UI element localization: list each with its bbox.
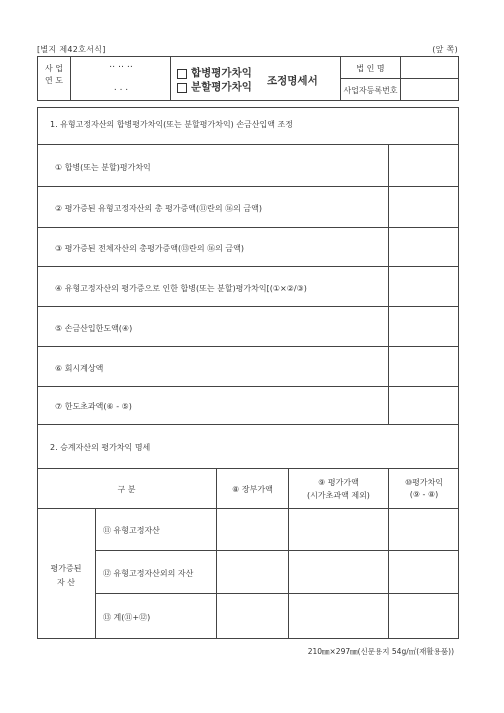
asset-row2-book-field[interactable] [217, 551, 287, 592]
form-number: [별지 제42호서식] [37, 45, 106, 54]
row5-label: ⑤ 손금산입한도액(④) [55, 324, 133, 333]
merger-option-label: 합병평가차익 [191, 67, 252, 79]
corporation-name-label: 법 인 명 [356, 64, 385, 73]
header-eval-value-note: (시가초과액 제외) [307, 491, 370, 500]
row2-label: ② 평가증된 유형고정자산의 총 평가증액(⑪란의 ⑯의 금액) [55, 204, 262, 213]
row3-label: ③ 평가증된 전체자산의 총평가증액(⑬란의 ⑯의 금액) [55, 244, 244, 253]
row1-label: ① 합병(또는 분할)평가차익 [55, 163, 151, 172]
row5-amount-field[interactable] [389, 307, 458, 345]
merger-checkbox[interactable] [177, 69, 187, 79]
asset-row3-book-field[interactable] [217, 594, 287, 638]
row4-label: ④ 유형고정자산의 평가증으로 인한 합병(또는 분할)평가차익[(①×②/③) [55, 284, 307, 293]
row2-amount-field[interactable] [389, 187, 458, 226]
business-number-field[interactable] [401, 79, 458, 100]
business-year-to: . . . [113, 83, 129, 93]
row6-amount-field[interactable] [389, 347, 458, 385]
document-title: 조정명세서 [267, 75, 318, 87]
divider [170, 56, 171, 101]
asset-row1-eval-field[interactable] [289, 509, 387, 549]
paper-spec: 210㎜×297㎜(신문용지 54g/㎡(재활용품)) [307, 647, 454, 656]
header-eval-value: ⑨ 평가가액 [318, 478, 359, 487]
asset-row2-label: ⑫ 유형고정자산외의 자산 [103, 569, 194, 578]
header-eval-gain-formula: (⑨ - ⑧) [409, 490, 439, 499]
header-book-value: ⑧ 장부가액 [232, 485, 273, 494]
asset-row1-book-field[interactable] [217, 509, 287, 549]
asset-row1-label: ⑪ 유형고정자산 [103, 526, 160, 535]
corporation-name-field[interactable] [401, 57, 458, 78]
group-label-line2: 자 산 [57, 578, 75, 587]
asset-row3-gain-field[interactable] [389, 594, 458, 638]
merger-option[interactable] [177, 65, 252, 80]
section2-title: 2. 승계자산의 평가차익 명세 [50, 443, 151, 452]
split-option[interactable] [177, 79, 252, 94]
asset-row2-gain-field[interactable] [389, 551, 458, 592]
divider [95, 508, 96, 639]
header-category: 구 분 [117, 485, 136, 494]
asset-row2-eval-field[interactable] [289, 551, 387, 592]
header-eval-gain: ⑩평가차익 [404, 478, 444, 487]
business-year-label: 사 업 연 도 [45, 64, 63, 85]
page-side-label: (앞 쪽) [432, 45, 458, 54]
split-checkbox[interactable] [177, 83, 187, 93]
row6-label: ⑥ 회시계상액 [55, 364, 104, 373]
asset-row3-label: ⑬ 계(⑪+⑫) [103, 613, 151, 622]
row7-amount-field[interactable] [389, 387, 458, 423]
business-number-label: 사업자등록번호 [343, 86, 398, 95]
asset-row3-eval-field[interactable] [289, 594, 387, 638]
asset-row1-gain-field[interactable] [389, 509, 458, 549]
row7-label: ⑦ 한도초과액(⑥ - ⑤) [55, 402, 132, 411]
section1-title: 1. 유형고정자산의 합병평가차익(또는 분할평가차익) 손금산입액 조정 [50, 120, 293, 129]
divider [70, 56, 71, 101]
split-option-label: 분할평가차익 [191, 81, 252, 93]
row3-amount-field[interactable] [389, 228, 458, 265]
row1-amount-field[interactable] [389, 145, 458, 185]
group-label: 평가증된 [50, 564, 82, 573]
divider [37, 468, 459, 469]
row4-amount-field[interactable] [389, 267, 458, 305]
divider [37, 424, 459, 425]
business-year-from: ‥ ‥ ‥ [109, 60, 133, 70]
